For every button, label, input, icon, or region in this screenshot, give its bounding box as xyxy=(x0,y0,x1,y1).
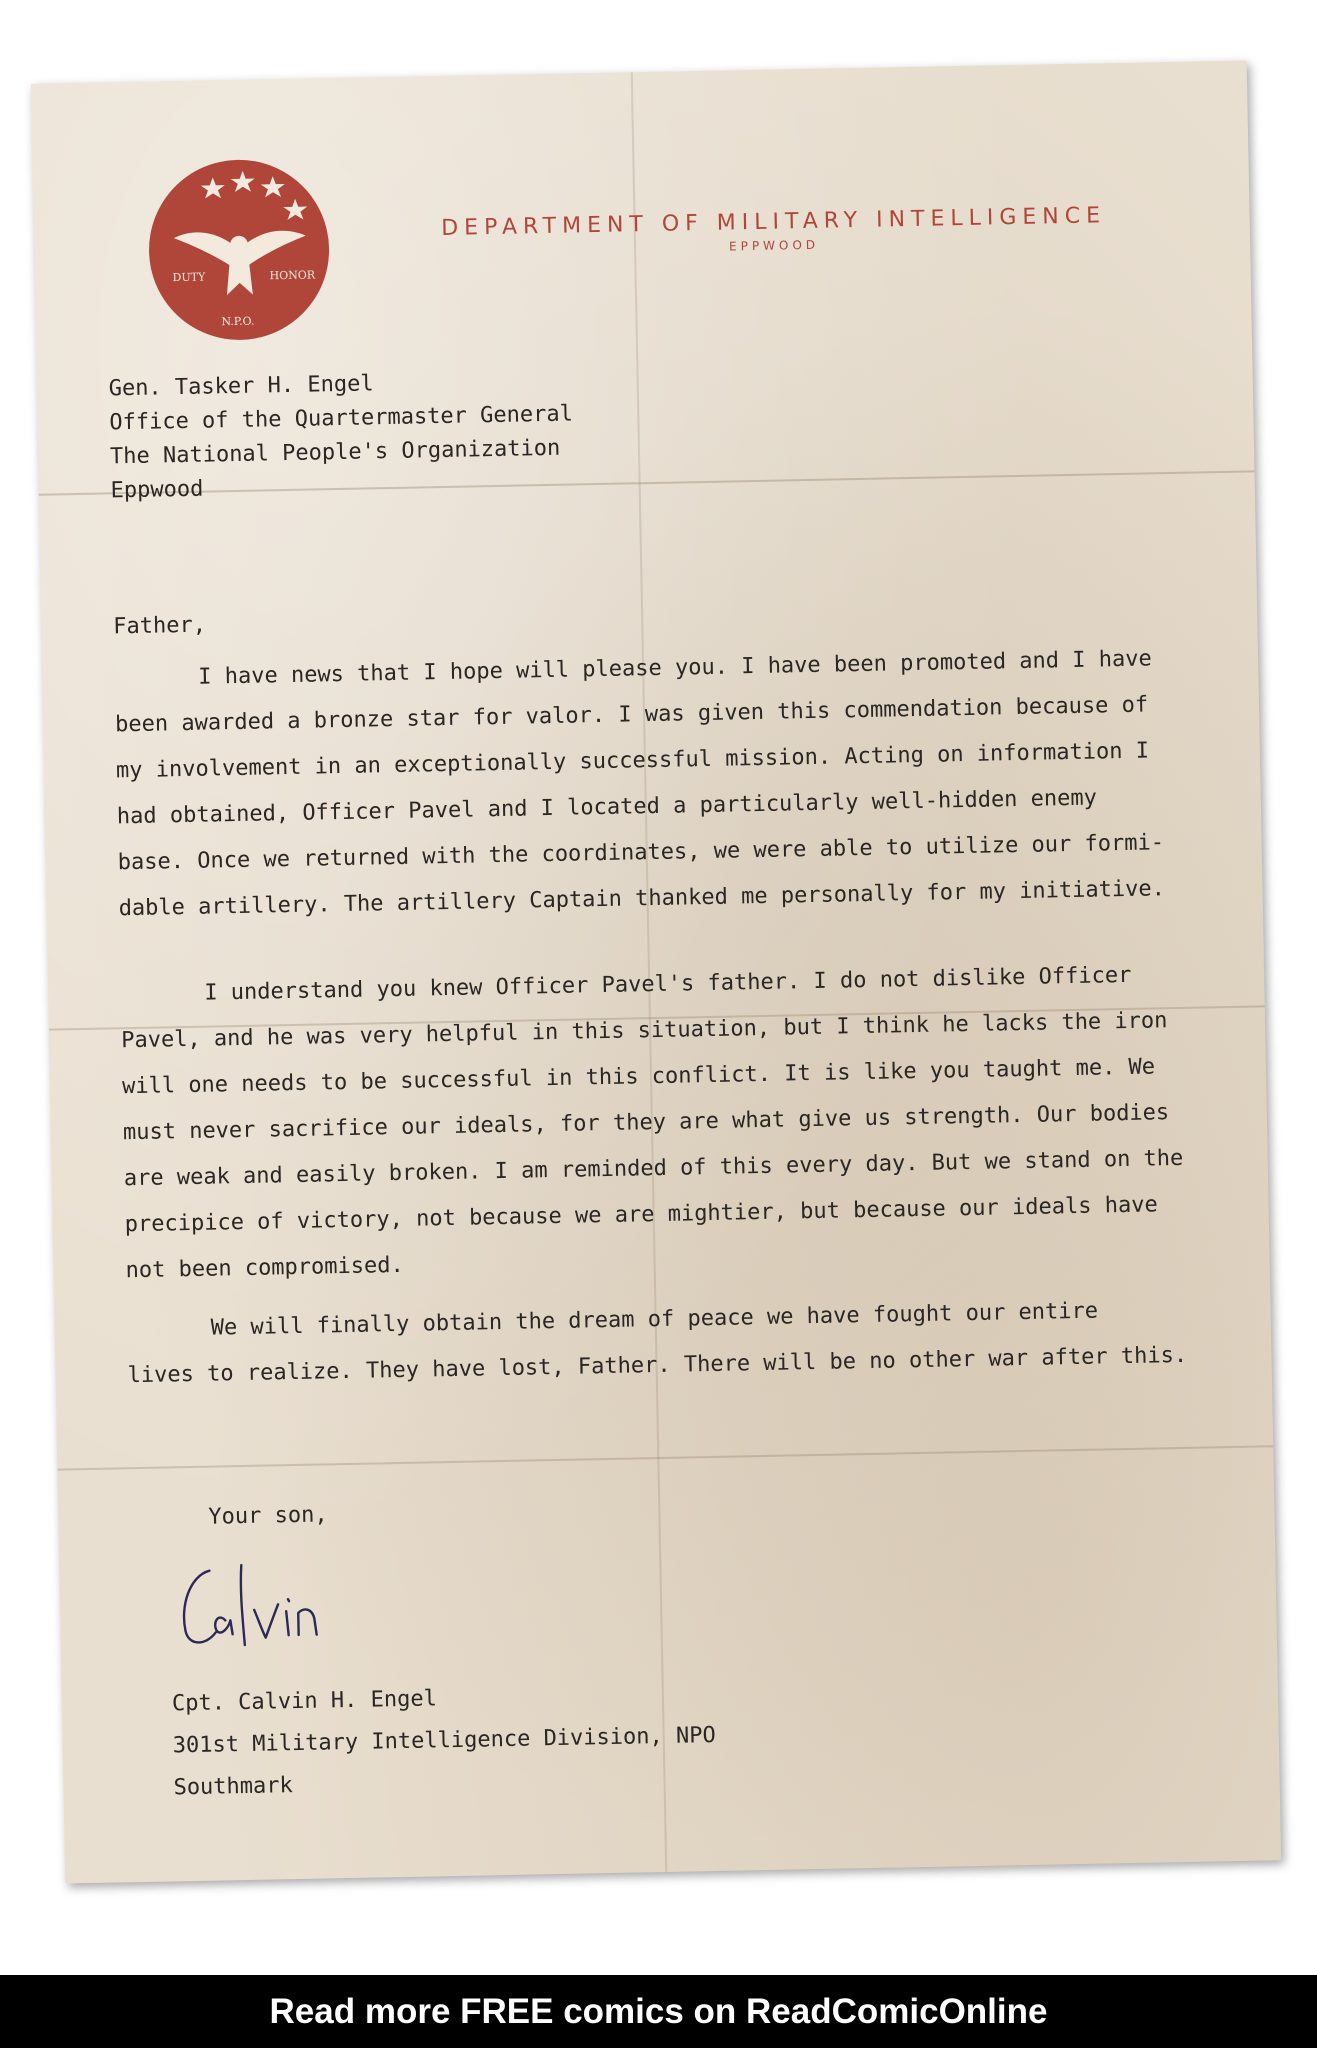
paragraph-line: my involvement in an exceptionally successful mission. Acting on information I xyxy=(115,738,1150,784)
recipient-line: Gen. Tasker H. Engel xyxy=(108,371,374,402)
letterhead xyxy=(363,202,1184,261)
sender-line: 301st Military Intelligence Division, NPO xyxy=(172,1722,716,1759)
paragraph-line: dable artillery. The artillery Captain thanked me personally for my initiative. xyxy=(118,876,1166,922)
paragraph-line: Pavel, and he was very helpful in this situation, but I think he lacks the iron xyxy=(120,1008,1168,1054)
recipient-line: Office of the Quartermaster General xyxy=(109,401,574,436)
paragraph-line: I understand you knew Officer Pavel's father. I do not dislike Officer xyxy=(204,962,1132,1006)
letter-paragraph-1 xyxy=(114,637,1166,932)
seal-left-text: DUTY xyxy=(172,270,206,285)
letter-greeting: Father, xyxy=(113,612,207,640)
letter-paragraph-2 xyxy=(120,953,1184,1294)
paragraph-line: I have news that I hope will please you. I have been promoted and I have xyxy=(198,646,1152,690)
sender-line: Cpt. Calvin H. Engel xyxy=(171,1686,438,1717)
paragraph-line: had obtained, Officer Pavel and I located a particularly well-hidden enemy xyxy=(116,785,1098,830)
seal-right-text: HONOR xyxy=(269,268,316,283)
recipient-line: Eppwood xyxy=(110,476,204,504)
banner-text: Read more FREE comics on ReadComicOnline xyxy=(269,1991,1048,2031)
paragraph-line: not been compromised. xyxy=(125,1252,404,1284)
paragraph-line: We will finally obtain the dream of peace we have fought our entire xyxy=(210,1298,1099,1341)
paragraph-line: will one needs to be successful in this conflict. It is like you taught me. We xyxy=(121,1054,1156,1100)
paragraph-line: are weak and easily broken. I am reminded of this every day. But we stand on the xyxy=(123,1145,1184,1192)
readcomiconline-banner[interactable] xyxy=(0,1975,1317,2048)
fold-line xyxy=(57,1445,1273,1470)
letterhead-city: EPPWOOD xyxy=(728,237,820,254)
seal-bottom-text: N.P.O. xyxy=(221,314,255,329)
recipient-line: The National People's Organization xyxy=(109,435,561,470)
letter-sheet xyxy=(31,60,1281,1883)
npo-eagle-seal xyxy=(142,153,336,347)
sender-line: Southmark xyxy=(173,1773,294,1801)
handwritten-signature xyxy=(169,1548,371,1672)
sender-block xyxy=(172,1673,717,1809)
department-title: DEPARTMENT OF MILITARY INTELLIGENCE xyxy=(441,203,1107,241)
letter-paragraph-3 xyxy=(126,1288,1188,1399)
paragraph-line: must never sacrifice our ideals, for they are what give us strength. Our bodies xyxy=(122,1100,1170,1146)
letter-closing: Your son, xyxy=(208,1502,328,1530)
paragraph-line: lives to realize. They have lost, Father. There will be no other war after this. xyxy=(127,1342,1188,1389)
paragraph-line: base. Once we returned with the coordinates, we were able to utilize our formi- xyxy=(117,830,1165,876)
paragraph-line: been awarded a bronze star for valor. I was given this commendation because of xyxy=(114,692,1149,738)
recipient-address xyxy=(108,364,574,509)
paragraph-line: precipice of victory, not because we are mightier, but because our ideals have xyxy=(124,1192,1158,1238)
